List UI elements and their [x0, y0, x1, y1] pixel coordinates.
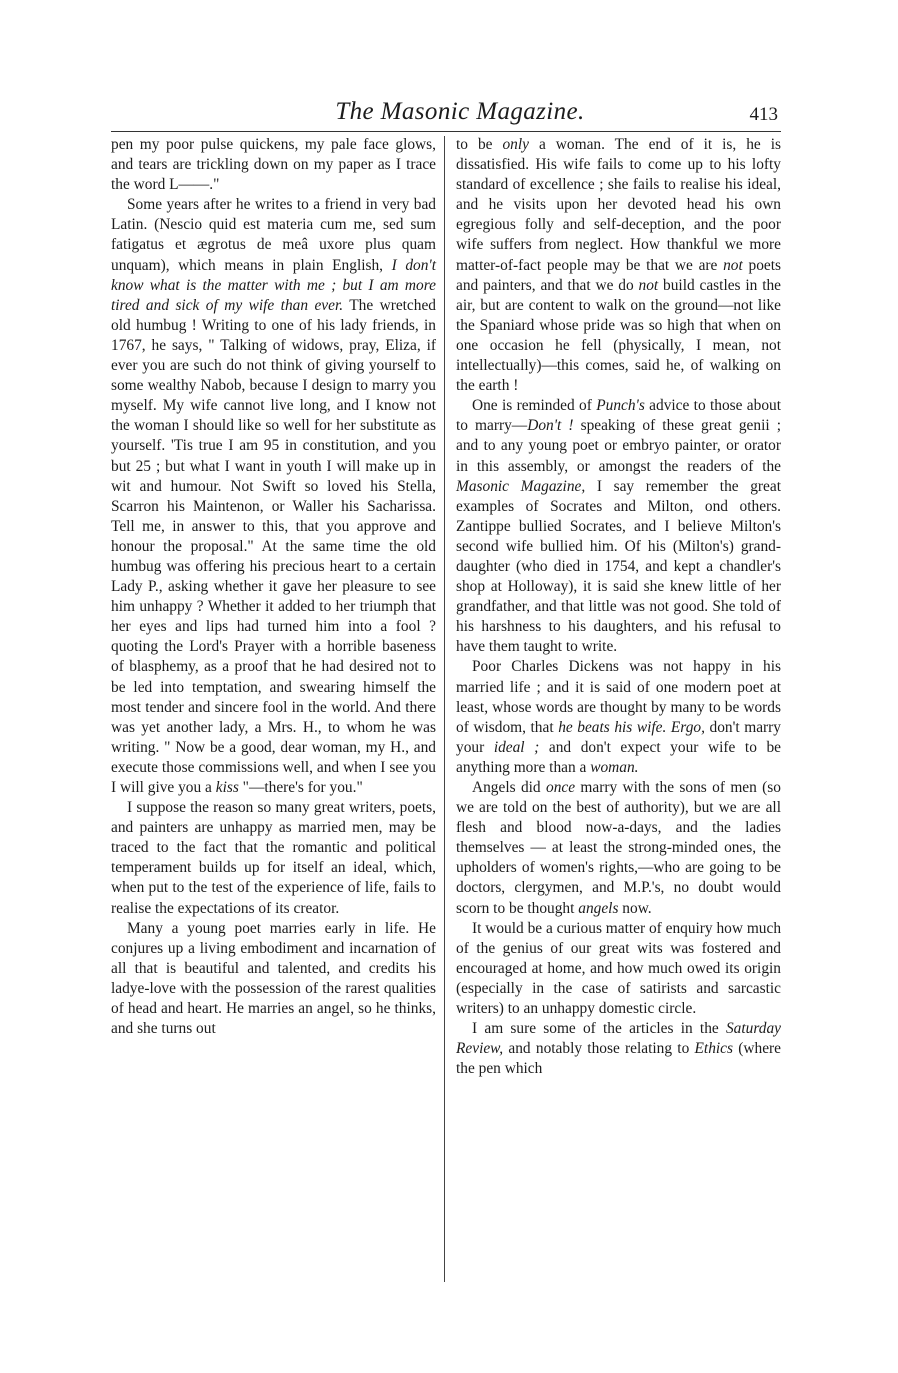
italic-run: once — [546, 779, 576, 796]
text-run: One is reminded of — [472, 397, 597, 415]
left-column — [111, 135, 436, 1039]
text-run: a woman. The end of it is, he is dissatisfied. His wife fails to come up to his lofty standard of excellence ; she fails to realise his ideal, and he visits upon her devoted head his own egregious folly and self-deception, and the poor wife suffers from neglect. How thankful we more matter-of-fact people may be that we are — [456, 136, 782, 274]
paragraph — [111, 195, 436, 798]
page-number: 413 — [749, 104, 778, 125]
italic-run: Saturday Review, — [456, 1020, 781, 1058]
text-run: Angels did — [472, 779, 546, 796]
text-run: poets and painters, and that we do — [456, 256, 781, 294]
italic-run: Masonic Magazine, — [456, 477, 586, 495]
italic-run: only — [502, 136, 529, 153]
text-run: to be — [456, 136, 503, 153]
italic-run: Ergo, — [670, 718, 705, 736]
text-run: I am sure some of the articles in the — [472, 1020, 726, 1038]
page-header — [0, 78, 898, 125]
italic-run: angels — [578, 899, 619, 917]
text-run: marry with the sons of men (so we are told on the best of authority), but we are all flesh and blood now-a-days, and the ladies themselves — at least the strong-minded ones, the upholders of women's rights,—who are going to be doctors, clergymen, and M.P.'s, no doubt would scorn to be thought — [456, 779, 781, 917]
paragraph — [111, 919, 436, 1040]
italic-run: he beats his wife. — [558, 718, 667, 736]
text-run: I say remember the great examples of Socrates and Milton, ond others. Zantippe bullied Socrates, and I believe Milton's second wife bullied him. Of his (Milton's) grand-daughter (who died in 1754, and kept a chandler's shop at Holloway), it is said she knew little of her grandfather, and that little was not good. She told of his harshness to his daughters, and his refusal to have them taught to write. — [456, 477, 781, 656]
paragraph — [456, 778, 781, 919]
paragraph — [111, 798, 436, 919]
running-title: The Masonic Magazine. — [335, 98, 585, 125]
paragraph — [456, 135, 781, 396]
paragraph — [456, 657, 781, 778]
paragraph — [456, 919, 781, 1019]
italic-run: Don't ! — [527, 417, 574, 435]
italic-run: woman. — [590, 758, 639, 776]
text-run: don't marry your — [456, 718, 781, 756]
paragraph — [456, 396, 781, 657]
text-run: Poor Charles Dickens was not happy in his married life ; and it is said of one modern poet at least, whose words are thought by many to be words of wisdom, that — [456, 658, 781, 736]
text-run: The wretched old humbug ! Writing to one of his lady friends, in 1767, he says, " Talking of widows, pray, Eliza, if ever you are such do not think of giving yourself to some wealthy Nabob, because I design to marry you myself. My wife cannot live long, and I know not the woman I should like so well for her substitute as yourself. 'Tis true I am 95 in constitution, and you but 25 ; but what I want in youth I will make up in wit and humour. Not Swift so loved his Stella, Scarron his Maintenon, or Waller his Sacharissa. Tell me, in answer to this, that you approve and honour the proposal." At the same time the old humbug was offering his precious heart to a certain Lady P., asking whether it gave her pleasure to see him unhappy ? Whether it added to her triumph that her eyes and lips had turned him into a fool ? quoting the Lord's Prayer with a horrible baseness of blasphemy, as a proof that he had desired not to be led into temptation, and swearing himself the most tender and sincere fool in the world. And there was yet another lady, a Mrs. H., to whom he was writing. " Now be a good, dear woman, my H., and execute those commissions well, and when I see you I will give you a — [111, 296, 436, 796]
text-run: and notably those relating to — [503, 1040, 695, 1058]
text-run: speaking of these great genii ; and to any young poet or embryo painter, or orator in this assembly, or amongst the readers of the — [456, 417, 781, 475]
text-run: "—there's for you." — [238, 779, 363, 796]
text-run: advice to those about to marry— — [456, 397, 781, 435]
text-run: I suppose the reason so many great writers, poets, and painters are unhappy as married men, may be traced to the fact that the romantic and political temperament builds up for itself an ideal, which, when put to the test of the experience of life, fails to realise the expectations of its creator. — [111, 799, 436, 917]
text-run: Some years after he writes to a friend in very bad Latin. (Nescio quid est materia cum me, sed sum fatigatus et ægrotus de meâ uxore plus quam unquam), which means in plain English, — [111, 196, 436, 274]
italic-run: not — [723, 256, 743, 274]
paragraph — [111, 135, 436, 195]
text-run: pen my poor pulse quickens, my pale face glows, and tears are trickling down on my paper as I trace the word L——." — [111, 136, 436, 194]
italic-run: not — [638, 276, 659, 294]
text-run: build castles in the air, but are content to walk on the ground—not like the Spaniard whose pride was so high that when on one occasion he fell (physically, I mean, not intellectually)—this comes, said he, of walking on the earth ! — [456, 276, 782, 395]
italic-run: kiss — [215, 779, 239, 796]
italic-run: ideal ; — [493, 738, 540, 756]
text-run: (where the pen which — [456, 1040, 781, 1078]
italic-run: Ethics — [694, 1040, 734, 1058]
italic-run: I don't know what is the matter with me ; but I am more tired and sick of my wife than ever. — [111, 256, 436, 314]
paragraph — [456, 1019, 781, 1079]
text-run: and don't expect your wife to be anything more than a — [456, 738, 782, 776]
header-rule — [111, 131, 781, 132]
italic-run: Punch's — [596, 397, 645, 415]
text-run: now. — [618, 899, 652, 917]
column-divider — [444, 136, 445, 1282]
text-run: It would be a curious matter of enquiry how much of the genius of our great wits was fostered and encouraged at home, and how much owed its origin (especially in the case of satirists and sarcastic writers) to an unhappy domestic circle. — [456, 919, 782, 1018]
text-run: Many a young poet marries early in life. He conjures up a living embodiment and incarnation of all that is beautiful and talented, and credits his ladye-love with the possession of the rarest qualities of head and heart. He marries an angel, so he thinks, and she turns out — [111, 919, 436, 1038]
right-column — [456, 135, 781, 1079]
